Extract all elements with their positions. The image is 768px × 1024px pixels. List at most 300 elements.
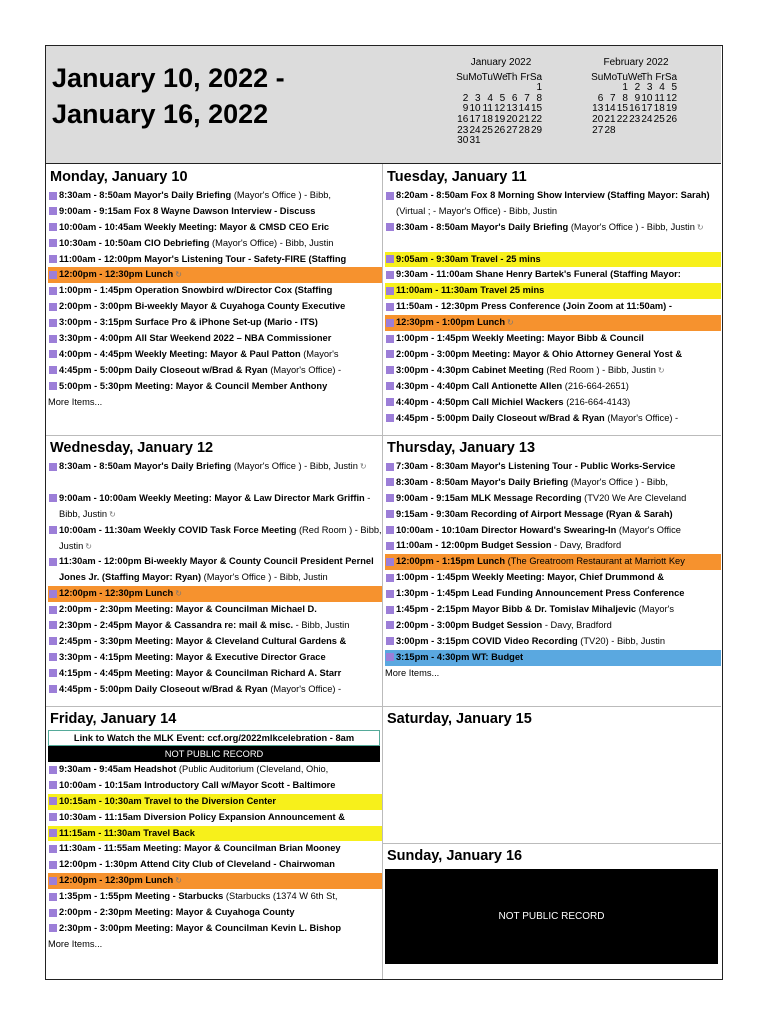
- event-title: Lead Funding Announcement Press Conference: [471, 588, 685, 599]
- mini-calendar-day[interactable]: 5: [671, 82, 678, 94]
- event-title: Shane Henry Bartek's Funeral (Staffing Mayor:: [475, 269, 681, 280]
- event-time: 12:00pm - 12:30pm: [59, 588, 143, 599]
- calendar-event[interactable]: [385, 395, 721, 411]
- event-title: Daily Closeout w/Brad & Ryan: [471, 412, 605, 423]
- category-color-square: [49, 526, 57, 534]
- event-time: 9:15am - 9:30am: [396, 508, 469, 519]
- recurring-icon: ↻: [175, 589, 182, 599]
- more-items-link[interactable]: More Items...: [48, 938, 103, 949]
- recurring-icon: ↻: [507, 318, 514, 328]
- event-list: [383, 459, 721, 666]
- mini-calendar-day[interactable]: 2: [634, 82, 641, 94]
- mini-calendar-day[interactable]: 24: [641, 113, 653, 125]
- calendar-event[interactable]: [48, 666, 382, 682]
- event-time: 12:00pm - 12:30pm: [59, 875, 143, 886]
- category-color-square: [49, 685, 57, 693]
- calendar-event[interactable]: [385, 252, 721, 268]
- calendar-event[interactable]: [48, 252, 382, 268]
- mini-calendar-day[interactable]: 13: [506, 103, 518, 115]
- category-color-square: [49, 335, 57, 343]
- event-detail: (Mayor's Office ) - Bibb, Justin: [568, 221, 695, 232]
- mini-calendar-week: [591, 115, 681, 126]
- mini-calendar-day[interactable]: 12: [494, 103, 506, 115]
- event-time: 10:30am - 11:15am: [59, 811, 142, 822]
- mini-calendar-day[interactable]: 25: [653, 113, 665, 125]
- event-title: Travel Back: [143, 827, 195, 838]
- event-time: 11:00am - 12:00pm: [396, 540, 479, 551]
- mini-calendar-day[interactable]: 15: [616, 103, 628, 115]
- event-title: WT: Budget: [471, 651, 524, 662]
- recurring-icon: ↻: [359, 462, 367, 471]
- event-list: [46, 459, 382, 697]
- calendar-event[interactable]: [385, 347, 721, 363]
- calendar-event[interactable]: [48, 347, 382, 363]
- event-time: 11:50am - 12:30pm: [396, 301, 479, 312]
- weekday-label: Fr: [655, 71, 665, 83]
- event-time: 1:35pm - 1:55pm: [59, 891, 133, 902]
- mini-calendar-day[interactable]: 21: [604, 113, 616, 125]
- mini-calendar-day: [628, 126, 640, 137]
- mini-calendar-day[interactable]: 4: [487, 92, 493, 104]
- event-title: Mayor's Listening Tour - Safety-FIRE (Staffing: [144, 253, 347, 264]
- event-title: Call Antionette Allen: [471, 380, 563, 391]
- event-detail: (Mayor's Office ) - Bibb, Justin: [231, 461, 358, 471]
- calendar-event[interactable]: [48, 826, 382, 842]
- calendar-event[interactable]: [48, 762, 382, 778]
- day-tuesday: [383, 166, 721, 434]
- mini-calendar-title: January 2022: [470, 57, 532, 68]
- mini-calendar-day[interactable]: 26: [665, 113, 678, 125]
- mini-calendar-day[interactable]: 16: [457, 113, 469, 125]
- event-title: Weekly Meeting: Mayor, Chief Drummond &: [471, 572, 664, 583]
- mini-calendar-day[interactable]: 1: [622, 82, 628, 94]
- mini-calendar-day[interactable]: 17: [469, 113, 481, 125]
- calendar-event[interactable]: [48, 491, 382, 523]
- more-items-link[interactable]: More Items...: [48, 396, 103, 407]
- calendar-event[interactable]: [385, 299, 721, 315]
- mini-calendar-day[interactable]: 30: [457, 135, 469, 147]
- mini-calendar-day[interactable]: 23: [457, 124, 469, 136]
- event-title: COVID Video Recording: [471, 635, 578, 646]
- event-list: [383, 188, 721, 426]
- mini-calendar-day[interactable]: 16: [629, 103, 641, 115]
- calendar-event[interactable]: [48, 650, 382, 666]
- category-color-square: [49, 223, 57, 231]
- event-detail: (The Greatroom Restaurant at Marriott Key: [505, 556, 685, 567]
- event-time: 4:40pm - 4:50pm: [396, 396, 470, 407]
- row-divider: [46, 706, 721, 707]
- calendar-event[interactable]: [385, 491, 721, 507]
- event-time: 3:30pm - 4:15pm: [59, 651, 133, 662]
- calendar-event[interactable]: [48, 283, 382, 299]
- weekday-label: Su: [456, 71, 469, 83]
- day-saturday: [383, 708, 721, 842]
- category-color-square: [386, 398, 394, 406]
- event-time: 12:00pm - 12:30pm: [59, 269, 143, 280]
- recurring-icon: ↻: [657, 365, 665, 375]
- calendar-event[interactable]: [48, 857, 382, 873]
- event-time: 12:00pm - 1:30pm: [59, 859, 138, 870]
- event-time: 1:45pm - 2:15pm: [396, 604, 470, 615]
- mini-calendar-day[interactable]: 24: [469, 124, 481, 136]
- category-color-square: [49, 766, 57, 774]
- mini-calendar-day[interactable]: 11: [482, 103, 493, 115]
- event-title: Mayor's Daily Briefing: [470, 476, 569, 487]
- event-title: Meeting: Mayor & Councilman Michael D.: [134, 604, 317, 615]
- event-time: 10:00am - 11:30am: [59, 524, 142, 535]
- event-title: Diversion Policy Expansion Announcement &: [143, 811, 345, 822]
- calendar-event[interactable]: [385, 602, 721, 618]
- day-monday: [46, 166, 382, 434]
- calendar-event[interactable]: [48, 634, 382, 650]
- mini-calendar-day[interactable]: 8: [622, 92, 628, 104]
- category-color-square: [49, 877, 57, 885]
- event-detail: (Red Room ) - Bibb, Justin: [59, 524, 382, 551]
- calendar-event[interactable]: [48, 794, 382, 810]
- calendar-event[interactable]: [48, 459, 382, 491]
- mini-calendar-day[interactable]: 28: [518, 124, 530, 136]
- mini-calendar-day[interactable]: 5: [499, 92, 506, 104]
- calendar-event[interactable]: [48, 841, 382, 857]
- event-title: Surface Pro & iPhone Set-up (Mario - ITS): [134, 317, 318, 328]
- calendar-event[interactable]: [48, 331, 382, 347]
- calendar-event[interactable]: [385, 538, 721, 554]
- date-range-line2: January 16, 2022: [52, 99, 269, 129]
- weekday-label: Mo: [603, 71, 618, 83]
- mini-calendar-day[interactable]: 25: [481, 124, 493, 136]
- event-time: 4:15pm - 4:45pm: [59, 667, 133, 678]
- event-time: 2:30pm - 3:00pm: [59, 922, 133, 933]
- calendar-event[interactable]: [385, 283, 721, 299]
- event-time: 2:00pm - 3:00pm: [59, 301, 133, 312]
- mini-calendar-day[interactable]: 3: [646, 82, 653, 94]
- mini-calendar-day[interactable]: 31: [469, 135, 481, 147]
- calendar-event[interactable]: [48, 188, 382, 204]
- mlk-event-link[interactable]: Link to Watch the MLK Event: ccf.org/2022mlkcelebration - 8am: [48, 730, 380, 746]
- category-color-square: [49, 813, 57, 821]
- calendar-event[interactable]: [385, 411, 721, 427]
- day-friday: [46, 708, 382, 979]
- event-time: 10:00am - 10:45am: [59, 221, 142, 232]
- event-detail: - Davy, Bradford: [542, 619, 612, 630]
- mini-calendar-day[interactable]: 20: [592, 113, 604, 125]
- event-title: Meeting: Mayor & Cleveland Cultural Gardens &: [134, 635, 347, 646]
- mini-calendar-title: February 2022: [603, 57, 669, 68]
- calendar-event[interactable]: [48, 682, 382, 698]
- event-title: Call Michiel Wackers: [471, 396, 564, 407]
- calendar-event[interactable]: [48, 220, 382, 236]
- event-detail: - Bibb, Justin: [293, 619, 350, 630]
- calendar-event[interactable]: [385, 220, 721, 252]
- recurring-icon: ↻: [109, 509, 116, 519]
- mini-calendar-day[interactable]: 15: [530, 103, 543, 115]
- category-color-square: [386, 319, 394, 327]
- event-title: Meeting: Mayor & Cuyahoga County: [134, 907, 295, 918]
- mini-calendar-february: [591, 58, 681, 136]
- event-title: Meeting: Mayor & Councilman Brian Mooney: [143, 843, 341, 854]
- mini-calendar-day[interactable]: 9: [462, 103, 469, 115]
- category-color-square: [49, 271, 57, 279]
- date-range-title: [52, 60, 392, 132]
- event-time: 1:00pm - 1:45pm: [59, 285, 133, 296]
- calendar-event[interactable]: [48, 905, 382, 921]
- day-title: Wednesday, January 12: [50, 440, 214, 456]
- event-time: 1:30pm - 1:45pm: [396, 588, 470, 599]
- event-detail: (Mayor's Office: [616, 524, 681, 535]
- event-time: 11:30am - 12:00pm: [59, 556, 142, 567]
- category-color-square: [49, 829, 57, 837]
- calendar-event[interactable]: [48, 618, 382, 634]
- category-color-square: [386, 653, 394, 661]
- event-title: Meeting: Mayor & Council Member Anthony: [134, 380, 328, 391]
- mini-calendar-day[interactable]: 28: [604, 124, 616, 136]
- day-title: Tuesday, January 11: [387, 169, 527, 185]
- weekday-label: Th: [640, 71, 653, 83]
- event-title: Weekly Meeting: Mayor & CMSD CEO Eric: [144, 221, 330, 232]
- event-title: Meeting: Mayor & Executive Director Grace: [134, 651, 326, 662]
- event-title: Meeting: Mayor & Councilman Kevin L. Bishop: [134, 922, 342, 933]
- calendar-event[interactable]: [48, 523, 382, 555]
- event-list: [46, 188, 382, 395]
- row-divider: [46, 435, 721, 436]
- mini-calendar-day[interactable]: 21: [518, 113, 530, 125]
- weekday-label: We: [627, 71, 643, 83]
- event-title: Weekly COVID Task Force Meeting: [143, 524, 297, 535]
- mini-calendar-day[interactable]: 7: [610, 92, 616, 104]
- mini-calendar-january: [456, 58, 546, 147]
- mini-calendar-day[interactable]: 26: [494, 124, 506, 136]
- day-title: Friday, January 14: [50, 711, 177, 727]
- event-time: 9:00am - 9:15am: [59, 205, 132, 216]
- event-title: Cabinet Meeting: [471, 364, 544, 375]
- event-detail: (TV20 We Are Cleveland: [581, 492, 687, 503]
- event-title: Lunch: [145, 588, 174, 599]
- weekend-divider: [383, 843, 721, 844]
- calendar-event[interactable]: [48, 315, 382, 331]
- mini-calendar-day[interactable]: 18: [481, 113, 493, 125]
- calendar-event[interactable]: [48, 873, 382, 889]
- category-color-square: [49, 590, 57, 598]
- calendar-event[interactable]: [48, 889, 382, 905]
- event-detail: (216-664-4143): [563, 396, 631, 407]
- more-items-link[interactable]: More Items...: [385, 667, 440, 678]
- weekday-label: Fr: [520, 71, 530, 83]
- calendar-event[interactable]: [48, 810, 382, 826]
- mini-calendar-day[interactable]: 20: [506, 113, 518, 125]
- calendar-event[interactable]: [385, 459, 721, 475]
- mini-calendar-day[interactable]: 2: [462, 92, 469, 104]
- calendar-event[interactable]: [48, 379, 382, 395]
- event-title: MLK Message Recording: [470, 492, 582, 503]
- calendar-event[interactable]: [385, 363, 721, 379]
- calendar-event[interactable]: [48, 204, 382, 220]
- event-time: 8:30am - 8:50am: [396, 476, 469, 487]
- category-color-square: [386, 350, 394, 358]
- event-detail: (Virtual ; - Mayor's Office) - Bibb, Justin: [396, 205, 558, 216]
- calendar-event[interactable]: [48, 778, 382, 794]
- event-time: 2:00pm - 3:00pm: [396, 348, 470, 359]
- event-time: 11:15am - 11:30am: [59, 827, 141, 838]
- calendar-event[interactable]: [48, 921, 382, 937]
- category-color-square: [49, 192, 57, 200]
- event-time: 3:00pm - 3:15pm: [59, 317, 133, 328]
- event-time: 5:00pm - 5:30pm: [59, 380, 133, 391]
- mini-calendar-day: [652, 126, 664, 137]
- event-time: 11:00am - 11:30am: [396, 285, 478, 296]
- calendar-event[interactable]: [48, 554, 382, 586]
- mini-calendar-day[interactable]: 3: [475, 92, 481, 104]
- category-color-square: [49, 909, 57, 917]
- category-color-square: [386, 463, 394, 471]
- event-title: Press Conference (Join Zoom at 11:50am) -: [481, 301, 672, 312]
- event-time: 4:00pm - 4:45pm: [59, 348, 133, 359]
- mini-calendar-day[interactable]: 14: [518, 103, 530, 115]
- calendar-event[interactable]: [48, 299, 382, 315]
- category-color-square: [49, 207, 57, 215]
- mini-calendar-week: [456, 136, 546, 147]
- category-color-square: [386, 494, 394, 502]
- calendar-event[interactable]: [48, 236, 382, 252]
- category-color-square: [386, 542, 394, 550]
- event-time: 2:00pm - 3:00pm: [396, 619, 470, 630]
- event-title: Lunch: [477, 556, 506, 567]
- category-color-square: [49, 463, 57, 471]
- mini-calendar-day[interactable]: 22: [616, 113, 628, 125]
- mini-calendar-day[interactable]: 10: [469, 103, 481, 115]
- event-time: 10:30am - 10:50am: [59, 237, 142, 248]
- event-time: 8:20am - 8:50am: [396, 190, 469, 200]
- calendar-event[interactable]: [385, 475, 721, 491]
- mini-calendar-week: [456, 115, 546, 126]
- mini-calendar-day[interactable]: 4: [659, 82, 665, 94]
- event-title: Meeting: Mayor & Ohio Attorney General Yost &: [471, 348, 683, 359]
- event-time: 3:00pm - 3:15pm: [396, 635, 470, 646]
- event-title: Introductory Call w/Mayor Scott - Baltimore: [144, 779, 336, 790]
- weekday-label: Tu: [616, 71, 628, 83]
- category-color-square: [386, 478, 394, 486]
- calendar-event[interactable]: [385, 586, 721, 602]
- calendar-event[interactable]: [385, 331, 721, 347]
- event-time: 7:30am - 8:30am: [396, 461, 469, 471]
- calendar-event[interactable]: [385, 267, 721, 283]
- event-time: 11:30am - 11:55am: [59, 843, 141, 854]
- event-time: 3:15pm - 4:30pm: [396, 651, 470, 662]
- event-time: 8:30am - 8:50am: [59, 461, 132, 471]
- event-time: 4:45pm - 5:00pm: [396, 412, 470, 423]
- event-time: 2:30pm - 2:45pm: [59, 619, 133, 630]
- category-color-square: [49, 255, 57, 263]
- mini-calendar-day[interactable]: 11: [654, 92, 665, 104]
- calendar-event[interactable]: [385, 634, 721, 650]
- category-color-square: [49, 637, 57, 645]
- calendar-event[interactable]: [385, 650, 721, 666]
- category-color-square: [386, 574, 394, 582]
- event-title: Director Howard's Swearing-In: [481, 524, 617, 535]
- category-color-square: [49, 781, 57, 789]
- event-title: Daily Closeout w/Brad & Ryan: [134, 683, 268, 694]
- category-color-square: [386, 223, 394, 231]
- not-public-record-bar: NOT PUBLIC RECORD: [48, 746, 380, 762]
- event-title: Attend City Club of Cleveland - Chairwoman: [140, 859, 335, 870]
- event-title: Mayor & Cassandra re: mail & misc.: [134, 619, 294, 630]
- category-color-square: [49, 287, 57, 295]
- event-time: 1:00pm - 1:45pm: [396, 572, 470, 583]
- event-time: 9:00am - 10:00am: [59, 492, 137, 503]
- mini-calendar-day[interactable]: 29: [530, 124, 543, 136]
- event-title: Weekly Meeting: Mayor & Law Director Mark Griffin: [139, 492, 365, 503]
- mini-calendar-day[interactable]: 13: [592, 103, 604, 115]
- mini-calendar-day[interactable]: 12: [665, 92, 678, 104]
- mini-calendar-day[interactable]: 27: [506, 124, 518, 136]
- event-detail: - Davy, Bradford: [551, 540, 622, 551]
- event-title: Mayor's Daily Briefing: [133, 190, 232, 200]
- calendar-event[interactable]: [385, 188, 721, 220]
- calendar-event[interactable]: [385, 507, 721, 523]
- calendar-event[interactable]: [48, 586, 382, 602]
- weekday-label: Su: [591, 71, 604, 83]
- category-color-square: [49, 606, 57, 614]
- mini-calendar-day[interactable]: 6: [511, 92, 518, 104]
- mini-calendar-day[interactable]: 19: [494, 113, 506, 125]
- event-title: Fox 8 Wayne Dawson Interview - Discuss: [133, 205, 316, 216]
- mini-calendar-day[interactable]: 10: [641, 92, 653, 104]
- event-title: Recording of Airport Message (Ryan & Sarah): [470, 508, 673, 519]
- calendar-event[interactable]: [385, 554, 721, 570]
- mini-calendar-day[interactable]: 19: [665, 103, 678, 115]
- mini-calendar-day[interactable]: 18: [653, 103, 665, 115]
- mini-calendar-day[interactable]: 7: [524, 92, 530, 104]
- calendar-event[interactable]: [385, 523, 721, 539]
- mini-calendar-day[interactable]: 8: [536, 92, 543, 104]
- mini-calendar-day[interactable]: 1: [536, 82, 543, 94]
- calendar-event[interactable]: [48, 267, 382, 283]
- event-detail: - Bibb, Justin: [59, 492, 371, 519]
- event-detail: (216-664-2651): [562, 380, 629, 391]
- event-detail: (Mayor's: [300, 348, 339, 359]
- mini-calendar-day[interactable]: 14: [604, 103, 616, 115]
- day-title: Monday, January 10: [50, 169, 188, 185]
- mini-calendar-day: [530, 136, 542, 147]
- event-title: Meeting - Starbucks: [134, 891, 224, 902]
- event-detail: (Mayor's Office ) - Bibb,: [231, 190, 331, 200]
- calendar-event[interactable]: [48, 602, 382, 618]
- mini-calendar-day[interactable]: 22: [530, 113, 543, 125]
- weekday-label: Mo: [468, 71, 483, 83]
- event-title: Mayor's Daily Briefing: [133, 461, 232, 471]
- mini-calendar-day[interactable]: 9: [634, 92, 641, 104]
- mini-calendar-day[interactable]: 23: [629, 113, 641, 125]
- calendar-event[interactable]: [48, 363, 382, 379]
- event-title: Travel 25 mins: [480, 285, 545, 296]
- mini-calendar-day: [640, 126, 652, 137]
- event-title: Budget Session: [471, 619, 543, 630]
- calendar-event[interactable]: [385, 570, 721, 586]
- event-title: Weekly Meeting: Mayor Bibb & Council: [471, 333, 644, 344]
- calendar-event[interactable]: [385, 379, 721, 395]
- mini-calendar-day[interactable]: 17: [641, 103, 653, 115]
- event-title: Lunch: [145, 269, 174, 280]
- mini-calendar-day[interactable]: 6: [597, 92, 604, 104]
- calendar-event[interactable]: [385, 618, 721, 634]
- event-title: Lunch: [477, 317, 506, 328]
- event-time: 10:15am - 10:30am: [59, 795, 142, 806]
- mini-calendar-day[interactable]: 27: [592, 124, 604, 136]
- category-color-square: [386, 303, 394, 311]
- category-color-square: [49, 382, 57, 390]
- calendar-event[interactable]: [385, 315, 721, 331]
- category-color-square: [386, 558, 394, 566]
- event-time: 10:00am - 10:15am: [59, 779, 142, 790]
